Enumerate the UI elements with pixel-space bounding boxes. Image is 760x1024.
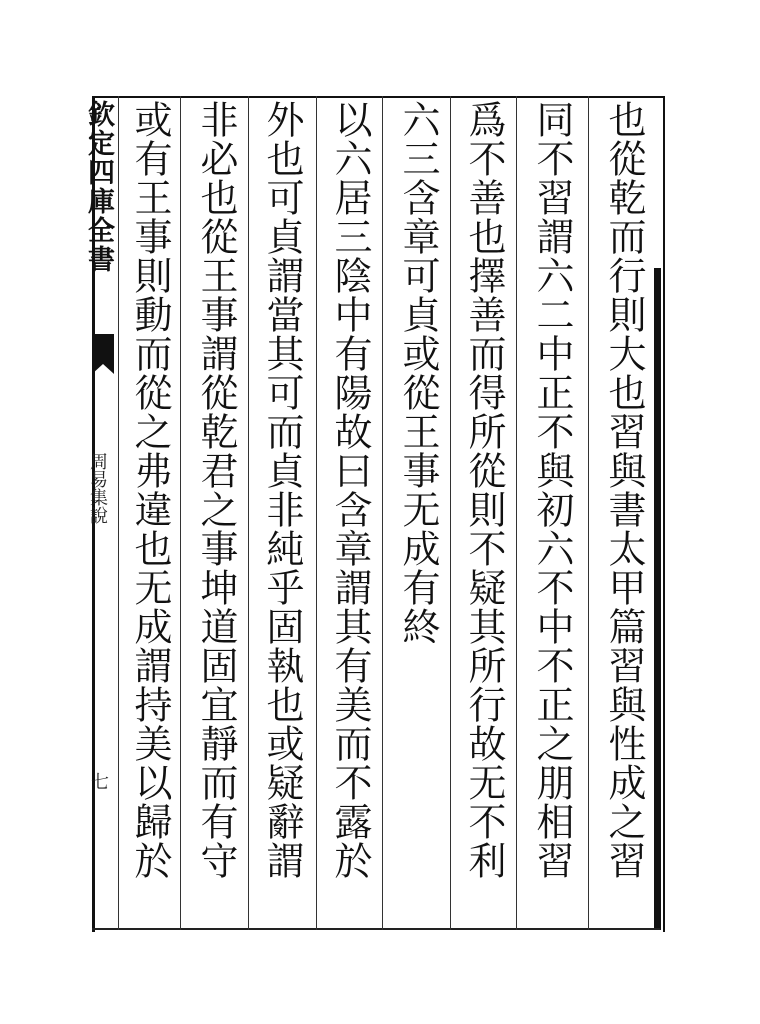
text-column-5: 以六居三陰中有陽故曰含章謂其有美而不露於: [328, 100, 372, 880]
column-rule: [316, 96, 317, 930]
text-column-3: 爲不善也擇善而得所從則不疑其所行故无不利: [462, 100, 506, 880]
text-column-2: 同不習謂六二中正不與初六不中不正之朋相習: [530, 100, 574, 880]
column-rule: [450, 96, 451, 930]
text-column-6: 外也可貞謂當其可而貞非純乎固執也或疑辭謂: [260, 100, 304, 880]
text-column-7: 非必也從王事謂從乾君之事坤道固宜靜而有守: [194, 100, 238, 880]
margin-book-title: 周易集說: [87, 452, 108, 524]
frame-right-edge: [654, 268, 661, 930]
text-column-4: 六三含章可貞或從王事无成有終: [396, 100, 440, 646]
column-rule: [118, 96, 119, 930]
column-rule: [248, 96, 249, 930]
text-column-8: 或有王事則動而從之弗違也无成謂持美以歸於: [128, 100, 172, 880]
text-column-1: 也從乾而行則大也習與書太甲篇習與性成之習: [602, 100, 646, 880]
margin-page-number: 七: [88, 772, 109, 790]
column-rule: [382, 96, 383, 930]
column-rule: [180, 96, 181, 930]
frame-bottom-line: [92, 928, 660, 930]
fish-tail-mark: [92, 334, 114, 364]
column-rule: [588, 96, 589, 930]
margin-title: 欽定四庫全書: [83, 100, 114, 274]
column-rule: [516, 96, 517, 930]
